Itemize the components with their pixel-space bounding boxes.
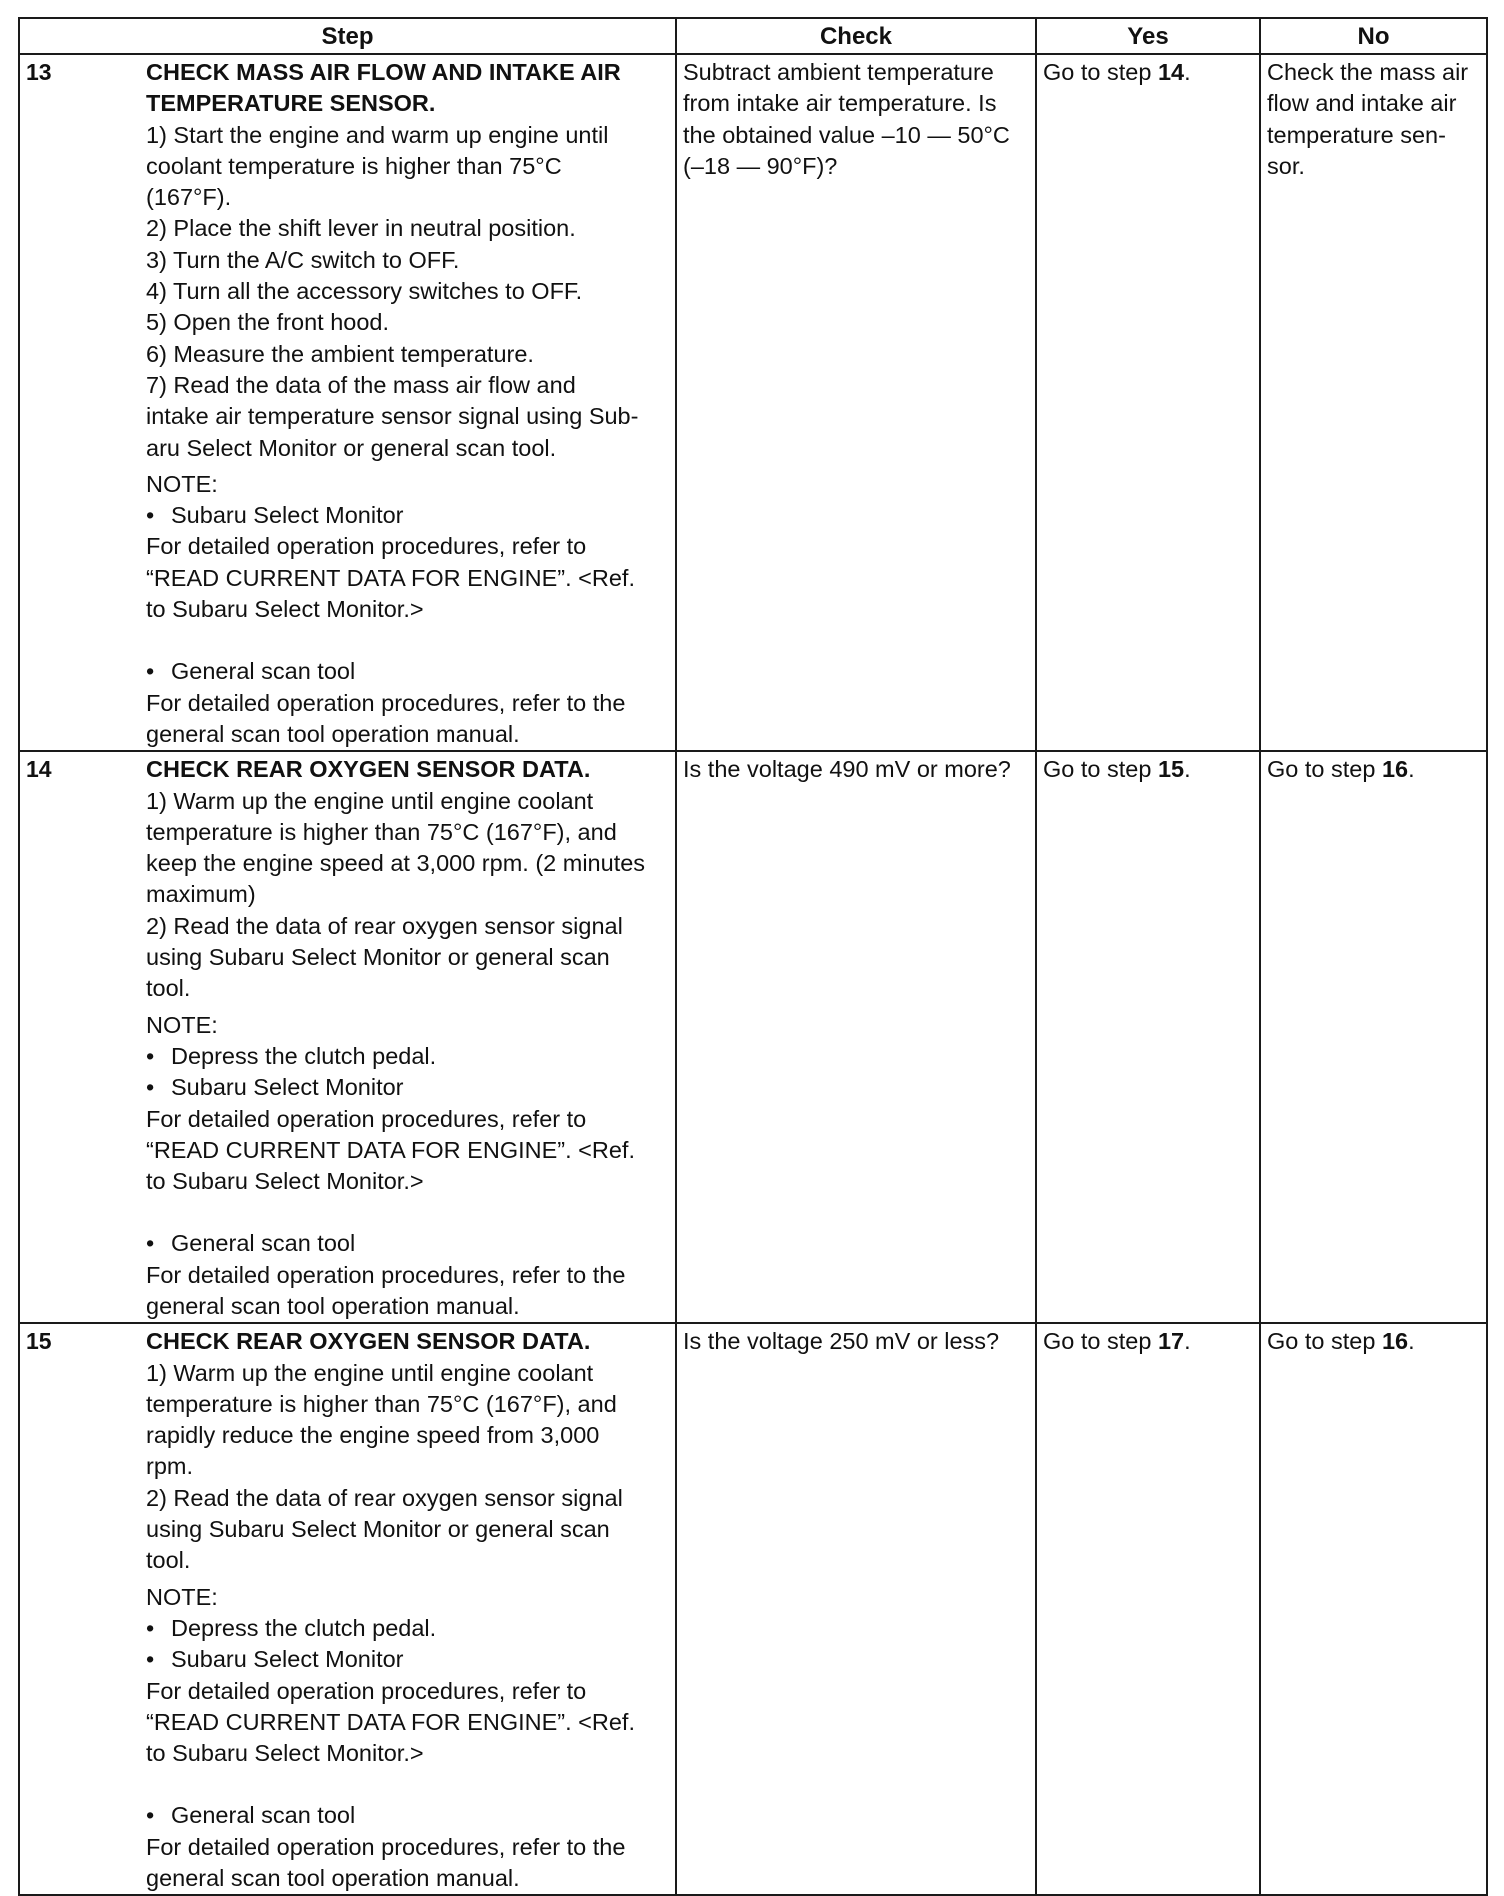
procedure-line: 1) Warm up the engine until engine coolant [146,787,594,814]
header-row [19,18,1487,54]
no-suffix: . [1408,756,1415,783]
no-cell [1260,1323,1487,1895]
note-label: NOTE: [146,470,218,497]
yes-prefix: Go to step [1043,756,1158,783]
procedure-line: using Subaru Select Monitor or general scan [146,1516,610,1543]
procedure-line: 7) Read the data of the mass air flow and [146,371,576,398]
note-label: NOTE: [146,1583,218,1610]
check-line: the obtained value –10 — 50°C [683,121,1010,148]
note-bullet: • General scan tool [146,656,669,687]
note-text-line: For detailed operation procedures, refer to the [146,1833,626,1860]
procedure-line: temperature is higher than 75°C (167°F), and [146,1390,617,1417]
check-cell [676,1323,1036,1895]
check-cell [676,751,1036,1323]
step-number: 15 [26,1328,52,1355]
note-text-line: to Subaru Select Monitor.> [146,596,424,623]
note-text-line: general scan tool operation manual. [146,720,520,747]
procedure-line: rpm. [146,1453,193,1480]
step-number: 13 [26,59,52,85]
no-suffix: . [1408,1328,1415,1355]
note-bullet: • Subaru Select Monitor [146,1072,669,1103]
note-text-line: For detailed operation procedures, refer to [146,533,587,560]
note-text-line: For detailed operation procedures, refer to the [146,689,626,716]
header-no: No [1260,18,1487,54]
note-bullet: • Depress the clutch pedal. [146,1041,669,1072]
note-bullet: • Subaru Select Monitor [146,1644,669,1675]
procedure-line: 6) Measure the ambient temperature. [146,340,534,367]
yes-step-link[interactable]: 14 [1157,59,1185,85]
procedure-line: 4) Turn all the accessory switches to OFF. [146,278,583,305]
check-line: Subtract ambient temperature [683,59,994,85]
no-line: sor. [1267,152,1305,179]
note-text-line: general scan tool operation manual. [146,1292,520,1319]
table-row [19,751,1487,1323]
step-cell [19,751,676,1323]
procedure-line: 2) Place the shift lever in neutral position. [146,215,576,242]
procedure-line: tool. [146,1547,191,1574]
procedure-line: 2) Read the data of rear oxygen sensor signal [146,912,623,939]
no-prefix: Go to step [1267,756,1382,783]
yes-prefix: Go to step [1043,59,1158,85]
note-text-line: to Subaru Select Monitor.> [146,1168,424,1195]
step-number: 14 [26,756,52,783]
note-label: NOTE: [146,1011,218,1038]
note-bullet: • General scan tool [146,1800,669,1831]
diagnostic-table-sheet [18,17,1486,1892]
yes-cell [1036,751,1260,1323]
procedure-line: aru Select Monitor or general scan tool. [146,434,557,461]
no-cell [1260,54,1487,751]
note-text-line: For detailed operation procedures, refer to the [146,1261,626,1288]
yes-cell [1036,54,1260,751]
table-row [19,54,1487,751]
yes-cell [1036,1323,1260,1895]
procedure-line: (167°F). [146,184,232,211]
yes-prefix: Go to step [1043,1328,1158,1355]
step-title-line: CHECK REAR OXYGEN SENSOR DATA. [146,756,591,783]
no-step-link[interactable]: 16 [1381,756,1409,783]
no-step-link[interactable]: 16 [1381,1328,1409,1355]
yes-step-link[interactable]: 15 [1157,756,1185,783]
no-line: flow and intake air [1267,90,1457,117]
note-text-line: For detailed operation procedures, refer to [146,1677,587,1704]
procedure-line: 5) Open the front hood. [146,309,389,336]
yes-suffix: . [1184,59,1191,85]
header-yes: Yes [1036,18,1260,54]
step-cell [19,1323,676,1895]
table-row [19,1323,1487,1895]
procedure-line: 1) Start the engine and warm up engine until [146,121,609,148]
procedure-line: rapidly reduce the engine speed from 3,000 [146,1422,600,1449]
note-bullet: • Subaru Select Monitor [146,500,669,531]
no-line: Check the mass air [1267,59,1469,85]
header-check: Check [676,18,1036,54]
procedure-line: 1) Warm up the engine until engine coolant [146,1359,594,1386]
no-prefix: Go to step [1267,1328,1382,1355]
note-text-line: For detailed operation procedures, refer to [146,1105,587,1132]
no-line: temperature sen- [1267,121,1446,148]
note-text-line: general scan tool operation manual. [146,1865,520,1892]
diagnostic-table [18,17,1488,1896]
yes-suffix: . [1184,1328,1191,1355]
check-line: (–18 — 90°F)? [683,152,838,179]
note-bullet: • Depress the clutch pedal. [146,1613,669,1644]
step-title-line: CHECK MASS AIR FLOW AND INTAKE AIR [146,59,621,85]
procedure-line: maximum) [146,881,256,908]
note-text-line: “READ CURRENT DATA FOR ENGINE”. <Ref. [146,1708,635,1735]
header-step: Step [19,18,676,54]
procedure-line: intake air temperature sensor signal using Sub- [146,403,639,430]
check-line: Is the voltage 490 mV or more? [683,756,1011,783]
note-bullet: • General scan tool [146,1228,669,1259]
step-title-line: CHECK REAR OXYGEN SENSOR DATA. [146,1328,591,1355]
procedure-line: keep the engine speed at 3,000 rpm. (2 minutes [146,850,646,877]
yes-suffix: . [1184,756,1191,783]
note-text-line: “READ CURRENT DATA FOR ENGINE”. <Ref. [146,1136,635,1163]
check-cell [676,54,1036,751]
procedure-line: tool. [146,975,191,1002]
procedure-line: 2) Read the data of rear oxygen sensor signal [146,1484,623,1511]
procedure-line: 3) Turn the A/C switch to OFF. [146,246,460,273]
note-text-line: to Subaru Select Monitor.> [146,1740,424,1767]
note-text-line: “READ CURRENT DATA FOR ENGINE”. <Ref. [146,564,635,591]
check-line: Is the voltage 250 mV or less? [683,1328,1000,1355]
step-title-line: TEMPERATURE SENSOR. [146,90,436,117]
procedure-line: coolant temperature is higher than 75°C [146,152,562,179]
check-line: from intake air temperature. Is [683,90,997,117]
procedure-line: using Subaru Select Monitor or general scan [146,944,610,971]
no-cell [1260,751,1487,1323]
procedure-line: temperature is higher than 75°C (167°F), and [146,818,617,845]
yes-step-link[interactable]: 17 [1157,1328,1185,1355]
step-cell [19,54,676,751]
